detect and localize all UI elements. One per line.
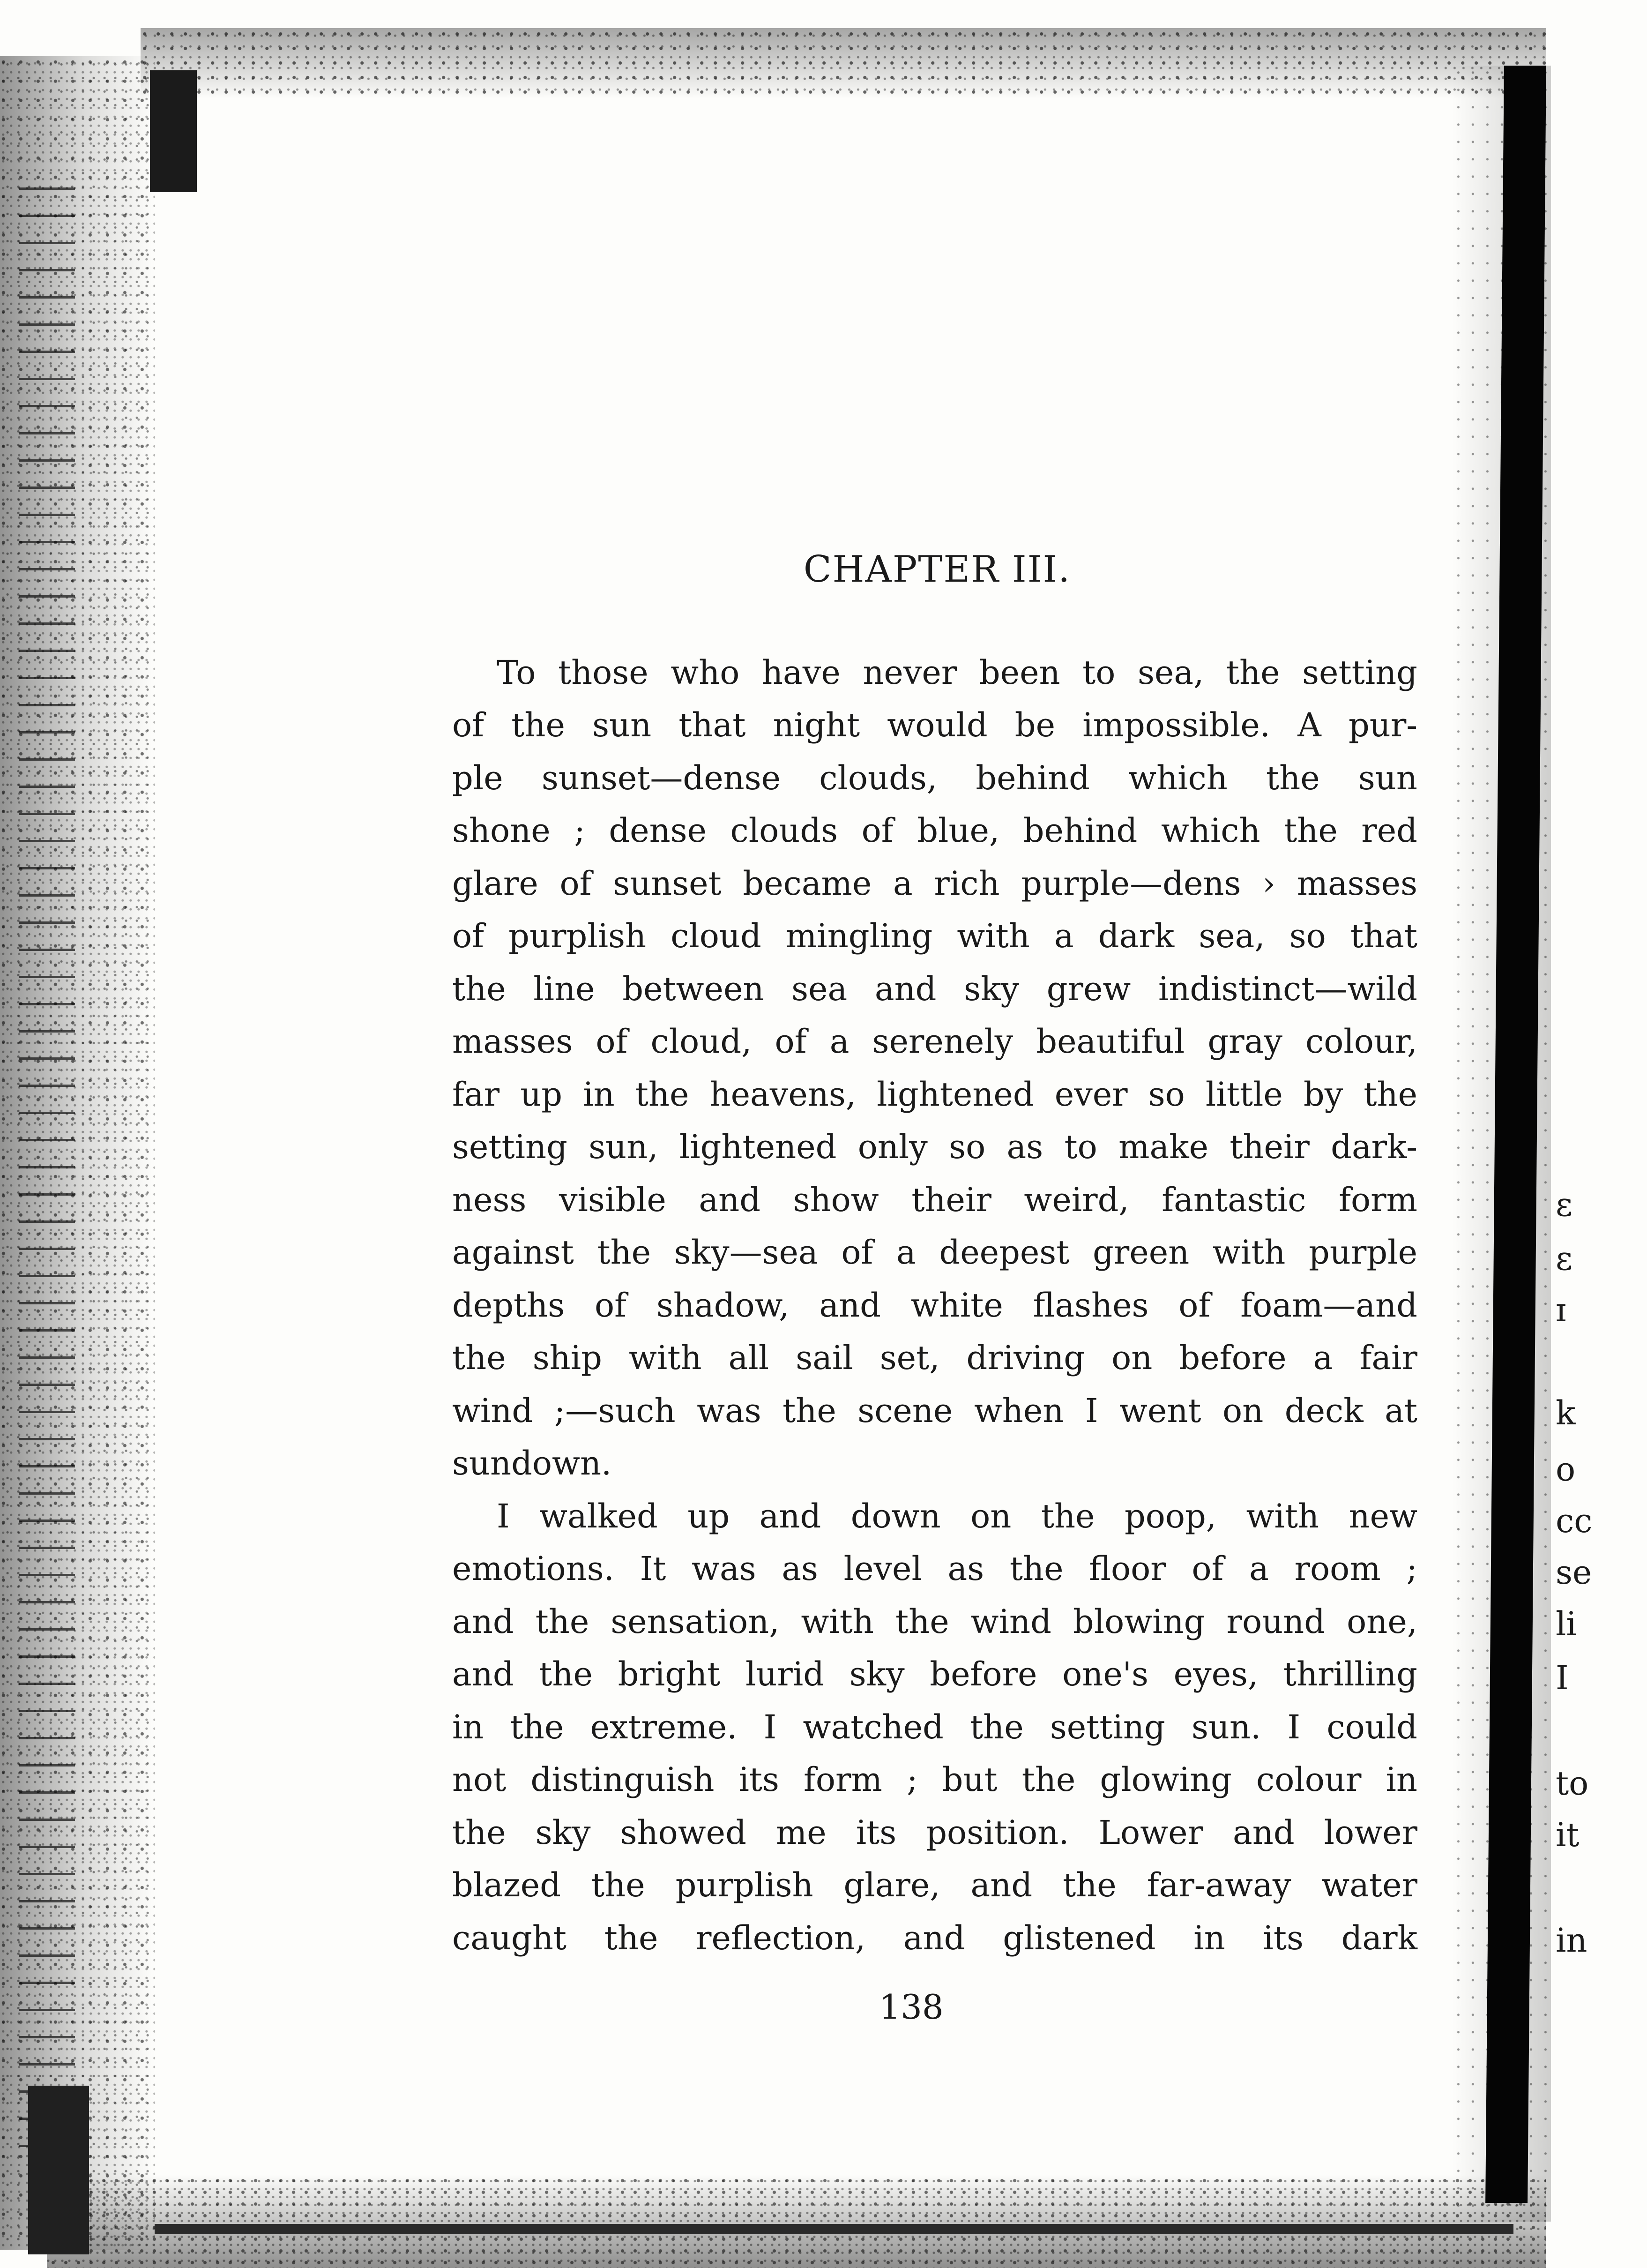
facing-page-fragment: to <box>1556 1764 1589 1803</box>
text-line: I walked up and down on the poop, with new <box>497 1497 1417 1535</box>
text-line: To those who have never been to sea, the setting <box>497 653 1417 692</box>
text-line: setting sun, lightened only so as to make their dark- <box>452 1128 1417 1166</box>
text-line: of the sun that night would be impossible. A pur- <box>452 706 1417 744</box>
text-line: and the sensation, with the wind blowing round one, <box>452 1602 1417 1641</box>
facing-page-fragment: se <box>1556 1553 1592 1592</box>
scan-noise-bottom <box>47 2175 1546 2268</box>
facing-page-fragment: ε <box>1556 1185 1573 1224</box>
text-line: and the bright lurid sky before one's eyes, thrilling <box>452 1655 1417 1693</box>
page-edge-marks <box>19 187 75 2156</box>
text-line: ple sunset—dense clouds, behind which the sun <box>452 759 1417 797</box>
scan-shadow-bottom <box>155 2224 1513 2234</box>
facing-page-fragment: I <box>1556 1659 1569 1697</box>
facing-page-fragment: ɪ <box>1556 1291 1566 1329</box>
text-line: shone ; dense clouds of blue, behind which the red <box>452 811 1417 850</box>
facing-page-fragment: o <box>1556 1450 1576 1489</box>
text-line: blazed the purplish glare, and the far-away water <box>452 1866 1417 1904</box>
text-line: in the extreme. I watched the setting sun. I could <box>452 1708 1417 1746</box>
text-line: the sky showed me its position. Lower and lower <box>452 1813 1417 1852</box>
facing-page-fragment: in <box>1556 1921 1587 1960</box>
text-line: masses of cloud, of a serenely beautiful gray colour, <box>452 1022 1417 1061</box>
facing-page-fragment: k <box>1556 1394 1576 1432</box>
text-line: of purplish cloud mingling with a dark sea, so that <box>452 917 1417 955</box>
text-line: depths of shadow, and white flashes of foam—and <box>452 1286 1417 1325</box>
scan-shadow-top-left <box>150 70 197 192</box>
facing-page-fragment: it <box>1556 1816 1580 1854</box>
facing-page-fragment: ε <box>1556 1239 1573 1278</box>
page-number: 138 <box>879 1987 944 2027</box>
text-line: not distinguish its form ; but the glowing colour in <box>452 1760 1417 1799</box>
text-line: caught the reflection, and glistened in its dark <box>452 1919 1417 1957</box>
text-line: against the sky—sea of a deepest green with purple <box>452 1233 1417 1272</box>
text-line: ness visible and show their weird, fantastic form <box>452 1181 1417 1219</box>
text-line: the ship with all sail set, driving on before a fair <box>452 1339 1417 1377</box>
chapter-heading: CHAPTER III. <box>803 548 1071 591</box>
text-line: glare of sunset became a rich purple—dens › masses <box>452 864 1417 903</box>
text-line: the line between sea and sky grew indistinct—wild <box>452 970 1417 1008</box>
text-line: far up in the heavens, lightened ever so little by the <box>452 1075 1417 1114</box>
text-line: emotions. It was as level as the floor of a room ; <box>452 1549 1417 1588</box>
scan-shadow-bottom-left <box>28 2086 89 2254</box>
facing-page-fragment: li <box>1556 1605 1577 1643</box>
text-line: sundown. <box>452 1444 612 1482</box>
scan-noise-top <box>141 28 1546 98</box>
text-line: wind ;—such was the scene when I went on deck at <box>452 1392 1417 1430</box>
facing-page-fragment: cc <box>1556 1502 1593 1540</box>
